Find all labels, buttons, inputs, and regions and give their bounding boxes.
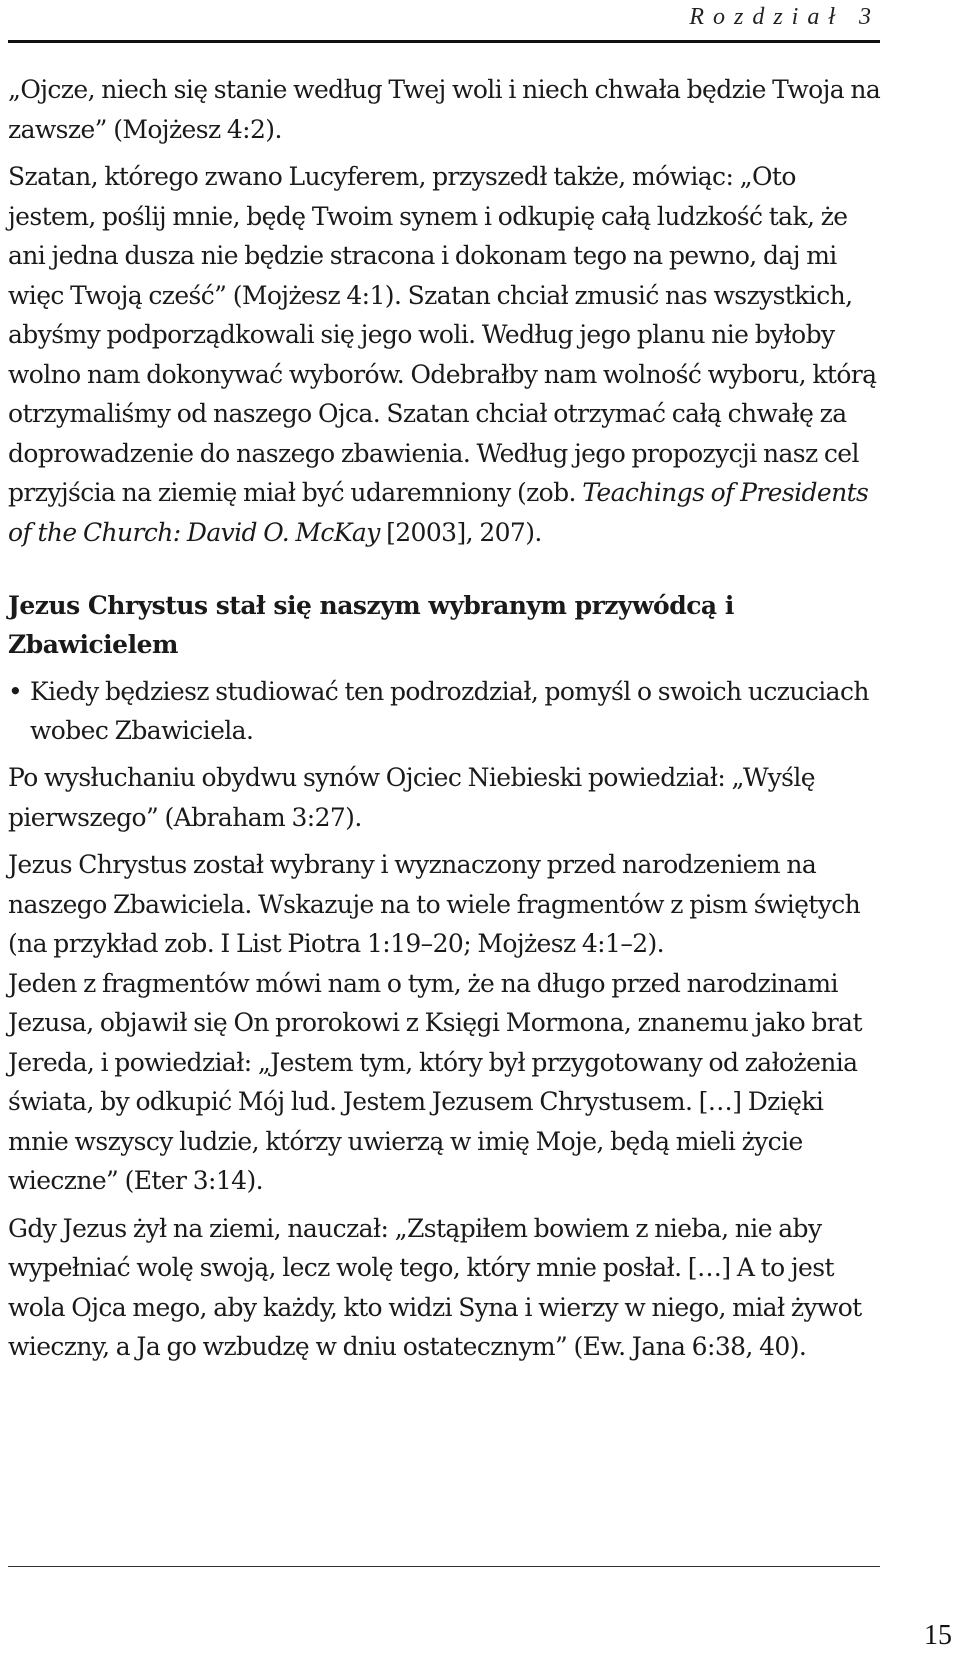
bullet-item: [8, 672, 888, 750]
paragraph-jesus-chosen: Jezus Chrystus został wybrany i wyznaczony przed narodzeniem na naszego Zbawiciela. Wskazuje na to wiele fragmentów z pism świętych (na przykład zob. I List Piotra 1:19–20; Mojżesz 4:1–2).: [8, 850, 861, 958]
bullet-text: Kiedy będziesz studiować ten podrozdział, pomyśl o swoich uczuciach wobec Zbawiciela.: [30, 677, 869, 745]
bottom-rule: [8, 1566, 880, 1567]
page-body: [8, 70, 888, 1367]
top-rule: [8, 40, 880, 43]
paragraph-satan-plan: [8, 157, 888, 552]
paragraph-jesus-taught: Gdy Jezus żył na ziemi, nauczał: „Zstąpiłem bowiem z nieba, nie aby wypełniać wolę swoją, lecz wolę tego, który mnie posłał. […] A to jest wola Ojca mego, aby każdy, kto widzi Syna i wierzy w niego, miał żywot wieczny, a Ja go wzbudzę w dniu ostatecznym” (Ew. Jana 6:38, 40).: [8, 1213, 862, 1361]
paragraph-father-chose: Po wysłuchaniu obydwu synów Ojciec Niebieski powiedział: „Wyślę pierwszego” (Abraham 3:27).: [8, 763, 815, 832]
bullet-mark: •: [8, 677, 23, 706]
book-title: Teachings of Presidents of the Church: David O. McKay: [8, 478, 869, 547]
paragraph-satan-plan-citation: [2003], 207).: [379, 517, 542, 547]
section-heading: Jezus Chrystus stał się naszym wybranym przywódcą i Zbawicielem: [8, 591, 734, 659]
paragraph-brother-of-jared: Jeden z fragmentów mówi nam o tym, że na długo przed narodzinami Jezusa, objawił się On prorokowi z Księgi Mormona, znanemu jako brat Jereda, i powiedział: „Jestem tym, który był przygotowany od założenia świata, by odkupić Mój lud. Jestem Jezusem Chrystusem. […] Dzięki mnie wszyscy ludzie, którzy uwierzą w imię Moje, będą mieli życie wieczne” (Eter 3:14).: [8, 968, 862, 1195]
paragraph-quote-moses: „Ojcze, niech się stanie według Twej woli i niech chwała będzie Twoja na zawsze” (Mojżesz 4:2).: [8, 75, 881, 144]
running-head: Rozdział 3: [689, 4, 880, 30]
paragraph-satan-plan-text: Szatan, którego zwano Lucyferem, przyszedł także, mówiąc: „Oto jestem, poślij mnie, będę Twoim synem i odkupię całą ludzkość tak, że ani jedna dusza nie będzie stracona i dokonam tego na pewno, daj mi więc Twoją cześć” (Mojżesz 4:1). Szatan chciał zmusić nas wszystkich, abyśmy podporządkowali się jego woli. Według jego planu nie byłoby wolno nam dokonywać wyborów. Odebrałby nam wolność wyboru, którą otrzymaliśmy od naszego Ojca. Szatan chciał otrzymać całą chwałę za doprowadzenie do naszego zbawienia. Według jego propozycji nasz cel przyjścia na ziemię miał być udaremniony (zob.: [8, 162, 877, 507]
page-number: 15: [924, 1620, 952, 1651]
